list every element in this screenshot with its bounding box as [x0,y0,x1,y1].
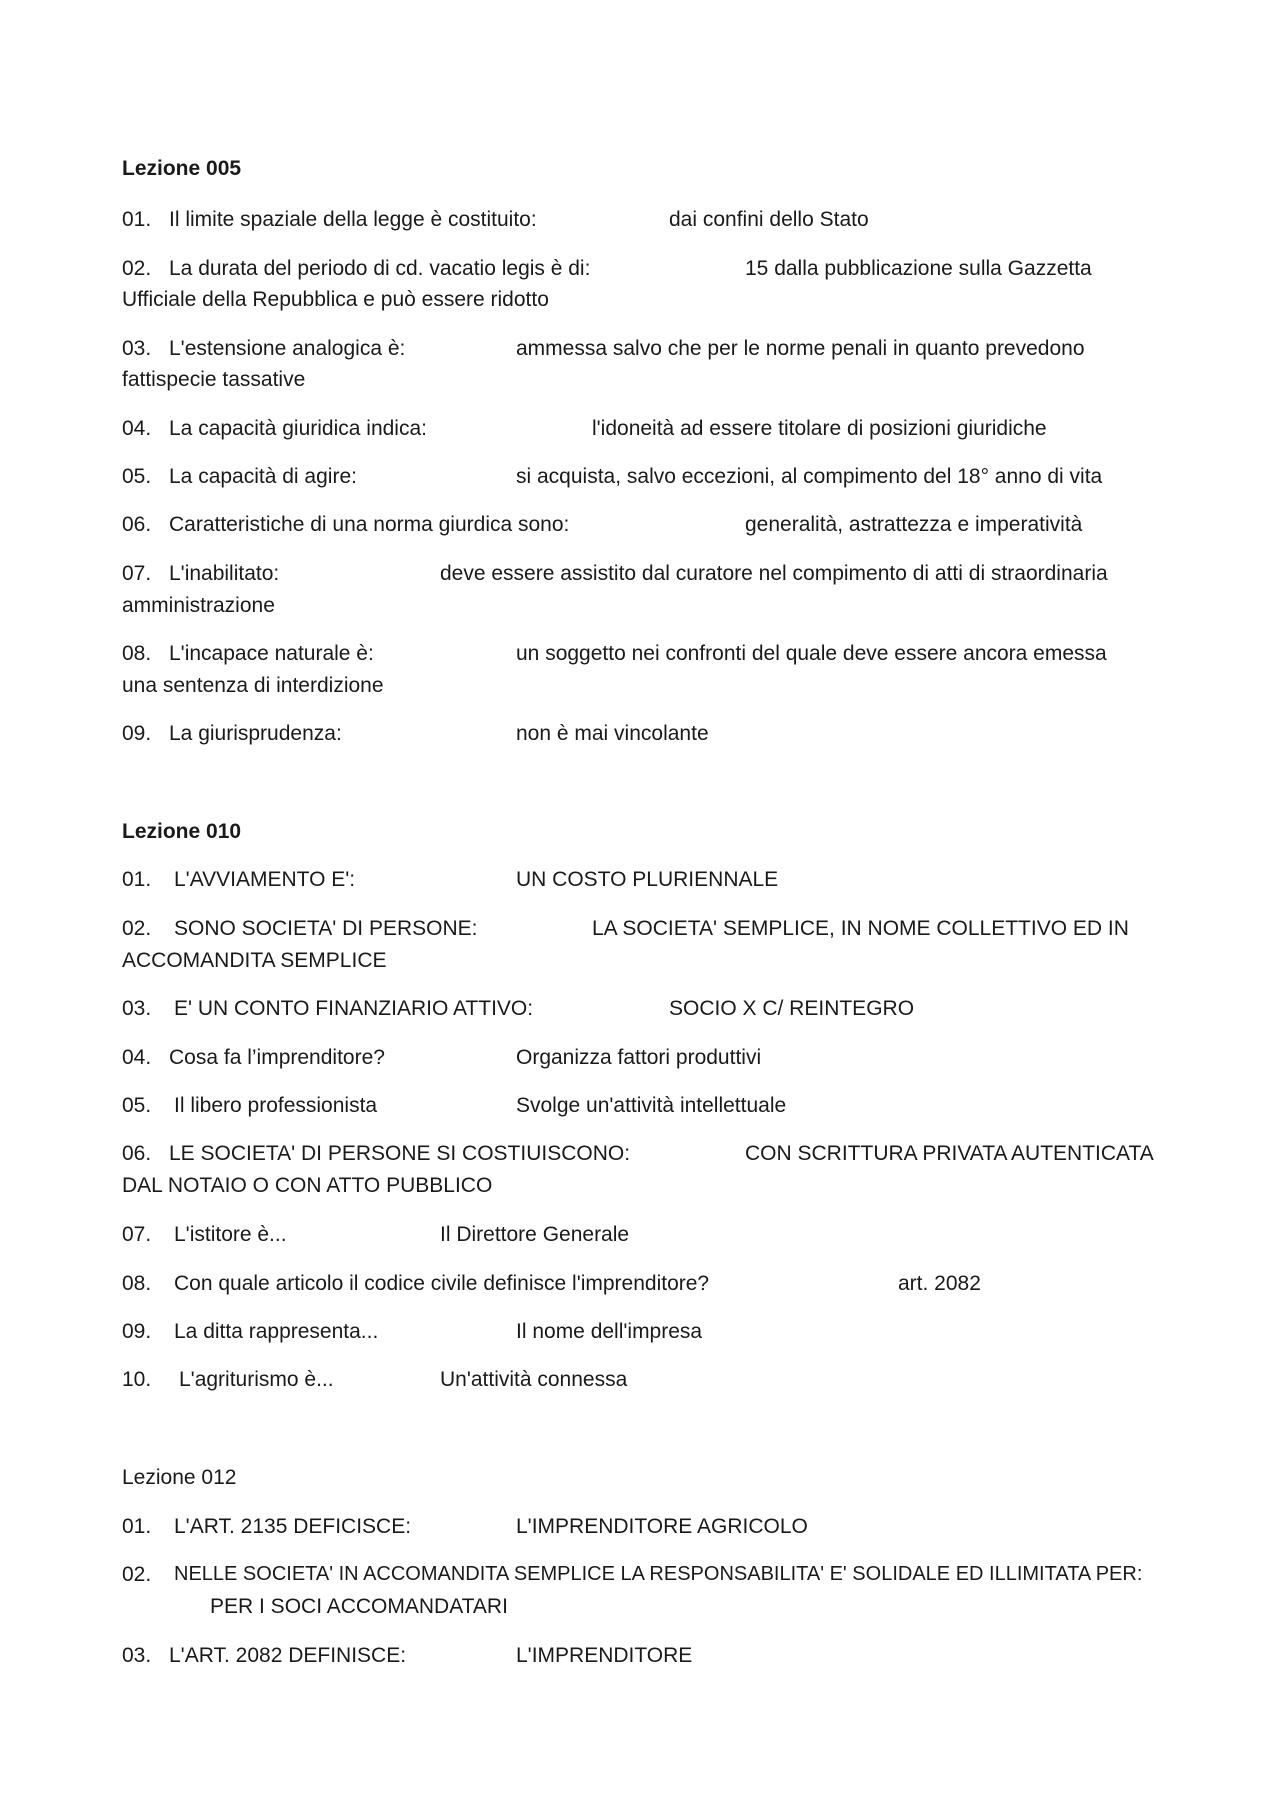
item-answer: generalità, astrattezza e imperatività [745,513,1083,536]
item-number: 04. [122,1046,152,1069]
item-answer: Svolge un'attività intellettuale [516,1094,787,1117]
item-question: SONO SOCIETA' DI PERSONE: [174,917,478,940]
item-number: 01. [122,1515,152,1538]
section-title: Lezione 005 [122,157,242,180]
item-question: La capacità giuridica indica: [169,417,427,440]
item-question: Il limite spaziale della legge è costituito: [169,208,537,231]
item-number: 03. [122,337,152,360]
item-number: 09. [122,722,152,745]
item-question: L'incapace naturale è: [169,642,374,665]
item-question: L'agriturismo è... [179,1368,334,1391]
item-question: NELLE SOCIETA' IN ACCOMANDITA SEMPLICE LA RESPONSABILITA' E' SOLIDALE ED ILLIMITATA PER: [174,1563,1143,1585]
item-question: L'inabilitato: [169,562,280,585]
item-answer: si acquista, salvo eccezioni, al compimento del 18° anno di vita [516,465,1103,488]
item-answer: LA SOCIETA' SEMPLICE, IN NOME COLLETTIVO ED IN [592,917,1129,940]
item-question: L'estensione analogica è: [169,337,406,360]
item-number: 02. [122,1563,152,1586]
item-number: 03. [122,997,152,1020]
item-number: 10. [122,1368,152,1391]
item-number: 02. [122,257,152,280]
item-number: 06. [122,1142,152,1165]
item-number: 08. [122,642,152,665]
item-answer: deve essere assistito dal curatore nel compimento di atti di straordinaria [440,562,1108,585]
item-question: Con quale articolo il codice civile definisce l'imprenditore? [174,1272,710,1295]
item-answer: un soggetto nei confronti del quale deve essere ancora emessa [516,642,1107,665]
item-number: 05. [122,465,152,488]
item-number: 07. [122,1223,152,1246]
item-number: 02. [122,917,152,940]
item-number: 07. [122,562,152,585]
item-answer: non è mai vincolante [516,722,709,745]
item-question: La capacità di agire: [169,465,357,488]
item-continuation: una sentenza di interdizione [122,674,384,697]
item-number: 01. [122,208,152,231]
item-question: E' UN CONTO FINANZIARIO ATTIVO: [174,997,534,1020]
item-answer: Un'attività connessa [440,1368,628,1391]
item-answer: L'IMPRENDITORE [516,1644,693,1667]
item-answer: art. 2082 [898,1272,981,1295]
item-number: 08. [122,1272,152,1295]
item-number: 04. [122,417,152,440]
item-question: Il libero professionista [174,1094,378,1117]
item-answer: Organizza fattori produttivi [516,1046,762,1069]
item-answer: 15 dalla pubblicazione sulla Gazzetta [745,257,1092,280]
item-answer: UN COSTO PLURIENNALE [516,868,779,891]
section-title: Lezione 010 [122,820,242,843]
item-continuation: PER I SOCI ACCOMANDATARI [210,1595,508,1618]
item-continuation: ACCOMANDITA SEMPLICE [122,949,387,972]
item-answer: L'IMPRENDITORE AGRICOLO [516,1515,808,1538]
item-answer: dai confini dello Stato [669,208,869,231]
item-question: L'ART. 2082 DEFINISCE: [169,1644,407,1667]
item-number: 01. [122,868,152,891]
item-question: LE SOCIETA' DI PERSONE SI COSTIUISCONO: [169,1142,631,1165]
item-question: Cosa fa l’imprenditore? [169,1046,385,1069]
item-question: La ditta rappresenta... [174,1320,379,1343]
item-question: L'ART. 2135 DEFICISCE: [174,1515,412,1538]
item-question: Caratteristiche di una norma giurdica sono: [169,513,570,536]
item-number: 03. [122,1644,152,1667]
item-continuation: amministrazione [122,594,275,617]
item-continuation: fattispecie tassative [122,368,306,391]
section-title: Lezione 012 [122,1466,237,1489]
item-number: 09. [122,1320,152,1343]
item-answer: CON SCRITTURA PRIVATA AUTENTICATA [745,1142,1154,1165]
item-question: L'AVVIAMENTO E': [174,868,356,891]
item-answer: Il Direttore Generale [440,1223,630,1246]
item-answer: ammessa salvo che per le norme penali in quanto prevedono [516,337,1085,360]
item-continuation: DAL NOTAIO O CON ATTO PUBBLICO [122,1174,493,1197]
item-answer: l'idoneità ad essere titolare di posizioni giuridiche [592,417,1047,440]
item-question: L'istitore è... [174,1223,287,1246]
item-answer: Il nome dell'impresa [516,1320,703,1343]
item-question: La durata del periodo di cd. vacatio legis è di: [169,257,591,280]
item-number: 05. [122,1094,152,1117]
item-number: 06. [122,513,152,536]
item-answer: SOCIO X C/ REINTEGRO [669,997,915,1020]
item-question: La giurisprudenza: [169,722,342,745]
item-continuation: Ufficiale della Repubblica e può essere ridotto [122,288,549,311]
